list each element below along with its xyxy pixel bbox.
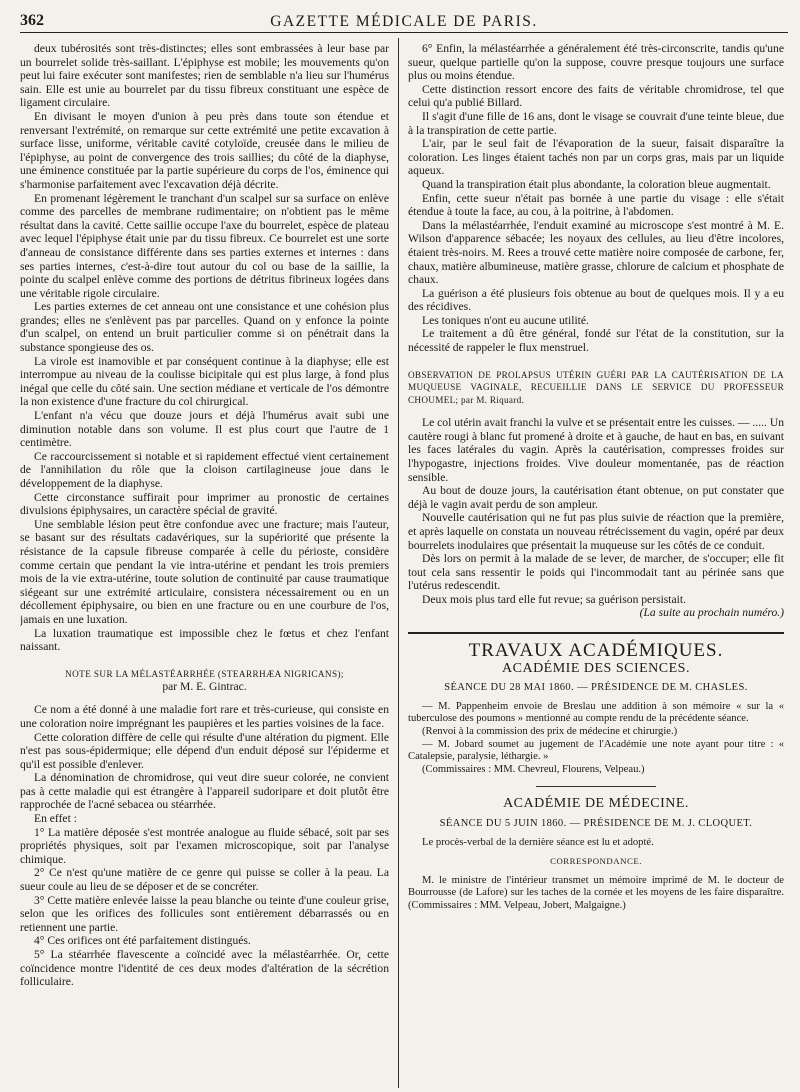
proces-verbal: Le procès-verbal de la dernière séance est lu et adopté.	[422, 836, 654, 848]
correspondance-heading: CORRESPONDANCE.	[550, 856, 642, 867]
paragraph: 4° Ces orifices ont été parfaitement distingués.	[34, 934, 251, 948]
note-author: par M. E. Gintrac.	[162, 679, 247, 693]
paragraph: La guérison a été plusieurs fois obtenue au bout de quelques mois. Il y a eu des récidives.	[408, 286, 784, 314]
paragraph: La luxation traumatique est impossible chez le fœtus et chez l'enfant naissant.	[20, 626, 389, 654]
academy-sciences-body	[408, 701, 784, 777]
paragraph: Au bout de douze jours, la cautérisation étant obtenue, on put constater que déjà le vagin avait perdu de son ampleur.	[408, 484, 784, 511]
paragraph: Quand la transpiration était plus abondante, la coloration bleue augmentait.	[422, 177, 771, 191]
paragraph: L'air, par le seul fait de l'évaporation de la sueur, faisait disparaître la coloration. Les linges étaient tachés non par un corps gras, mais par un liquide aqueux.	[408, 137, 784, 178]
journal-title: GAZETTE MÉDICALE DE PARIS.	[270, 13, 538, 30]
short-rule	[536, 786, 656, 787]
observation-body	[408, 416, 784, 606]
section-rule	[408, 632, 784, 634]
left-article-continuation	[20, 42, 389, 654]
paragraph: Enfin, cette sueur n'était pas bornée à une partie du visage : elle s'était étendue à toute la face, au cou, à la poitrine, à l'abdomen.	[408, 191, 784, 219]
left-column	[20, 42, 389, 1084]
paragraph: Les parties externes de cet anneau ont une consistance et une cohésion plus grandes; elles ne s'enlèvent pas par parcelles. Quand on y enfonce la pointe d'un scalpel, on entend un bruit particulier comme si on pénétrait dans la substance spongieuse des os.	[20, 300, 389, 355]
paragraph: (Renvoi à la commission des prix de médecine et chirurgie.)	[422, 726, 678, 738]
to-be-continued: (La suite au prochain numéro.)	[639, 606, 784, 620]
paragraph: La virole est inamovible et par conséquent continue à la diaphyse; elle est interrompue au niveau de la coulisse bicipitale qui est plus large, à fond plus inégal que celle du côté sain. Une section médiane et verticale de l'os démontre la non existence d'une fracture du col chirurgical.	[20, 354, 389, 409]
paragraph: 5° La stéarrhée flavescente a coïncidé avec la mélastéarrhée. Or, cette coïncidence montre l'identité de ces deux modes d'altération de la sécrétion folliculaire.	[20, 948, 389, 989]
paragraph: Deux mois plus tard elle fut revue; sa guérison persistait.	[422, 592, 687, 606]
right-column	[408, 42, 784, 1084]
paragraph: (Commissaires : MM. Chevreul, Flourens, Velpeau.)	[422, 763, 645, 775]
paragraph: L'enfant n'a vécu que douze jours et déjà l'humérus avait subi une diminution notable dans son volume. Il est plus court que l'autre de 1 centimètre.	[20, 409, 389, 450]
note-title: NOTE SUR LA MÉLASTÉARRHÉE (STEARRHÆA NIGRICANS);	[65, 668, 344, 679]
paragraph: 6° Enfin, la mélastéarrhée a généralement été très-circonscrite, tandis qu'une sueur, quelque partielle qu'on la suppose, couvre presque toujours une surface plus ou moins étendue.	[408, 42, 784, 83]
paragraph: Nouvelle cautérisation qui ne fut pas plus suivie de réaction que la première, et après laquelle on constata un nouveau rétrécissement du vagin, opéré par deux bourrelets inodulaires que présentait la muqueuse sur les côtés de ce conduit.	[408, 511, 784, 552]
academy-medecine-body	[408, 875, 784, 913]
paragraph: — M. Jobard soumet au jugement de l'Académie une note ayant pour titre : « Catalepsie, paralysie, léthargie. »	[408, 738, 784, 763]
paragraph: Cette distinction ressort encore des faits de véritable chromidrose, tel que celui qu'a publié Billard.	[408, 82, 784, 110]
paragraph: Une semblable lésion peut être confondue avec une fracture; mais l'auteur, se basant sur des résultats cadavériques, sur la supériorité que présente la résistance de la capsule fibreuse comparée à celle du périoste, considère comme certain que pendant la vie intra-utérine et pendant les trois premiers mois de la vie extra-utérine, toute solution de continuité par cause traumatique siégeant sur une extrémité articulaire, consistera nécessairement ou en un décollement épiphysaire, ou bien en une fracture ou en une courbure de l'os, jamais en une luxation.	[20, 517, 389, 626]
paragraph: Cette coloration diffère de celle qui résulte d'une altération du pigment. Elle n'est pas sous-épidermique; elle dépend d'un enduit déposé sur l'épiderme et qu'il est possible d'enlever.	[20, 730, 389, 771]
paragraph: Le col utérin avait franchi la vulve et se présentait entre les cuisses. — ..... Un cautère rougi à blanc fut promené à droite et à gauche, de haut en bas, en suivant les faces latérales du vagin. Après la cautérisation, compresses froides sur l'hypogastre, injections froides. Vive douleur momentanée, pas de réaction sensible.	[408, 416, 784, 484]
page-header	[20, 12, 788, 33]
paragraph: La dénomination de chromidrose, qui veut dire sueur colorée, ne convient pas à cette maladie qui est étrangère à l'appareil sudoripare et doit plutôt être rapprochée de l'acné sebacea ou stéarrhée.	[20, 771, 389, 812]
paragraph: — M. Pappenheim envoie de Breslau une addition à son mémoire « sur la « tuberculose des poumons » mentionné au compte rendu de la précédente séance.	[408, 700, 784, 725]
note-body-continued	[408, 42, 784, 355]
academy-sciences-title: ACADÉMIE DES SCIENCES.	[502, 660, 690, 676]
paragraph: En effet :	[34, 812, 77, 826]
paragraph: Le traitement a dû être général, fondé sur l'état de la constitution, sur la nécessité de rappeler le flux menstruel.	[408, 327, 784, 355]
paragraph: Dans la mélastéarrhée, l'enduit examiné au microscope s'est montré à M. E. Wilson d'apparence sébacée; les noyaux des cellules, au lieu d'être incolores, étaient très-noirs. M. Rees a trouvé cette matière noire composée de carbone, fer, chaux, matière albumineuse, matière grasse, chlorure de calcium et phosphate de chaux.	[408, 218, 784, 287]
paragraph: En divisant le moyen d'union à peu près dans toute son étendue et renversant l'extrémité, on remarque sur cette extrémité une petite excavation à surface lisse, uniforme, véritable cavité cotyloïde, creusée dans le milieu de l'épiphyse, au point de convergence des trois saillies; du côté de la diaphyse, une éminence constituée par la partie supérieure du corps de l'os, éminence qui s'harmonise parfaitement avec l'excavation déjà décrite.	[20, 109, 389, 191]
paragraph: Ce nom a été donné à une maladie fort rare et très-curieuse, qui consiste en une coloration noire imprégnant les paupières et les parties voisines de la face.	[20, 703, 389, 730]
column-divider	[398, 38, 399, 1088]
page-number: 362	[20, 12, 44, 29]
academy-medecine-title: ACADÉMIE DE MÉDECINE.	[503, 796, 689, 812]
observation-title: OBSERVATION DE PROLAPSUS UTÉRIN GUÉRI PAR LA CAUTÉRISATION DE LA MUQUEUSE VAGINALE, RECUEILLIE DANS LE SERVICE DU PROFESSEUR CHOUMEL; par M. Riquard.	[408, 369, 784, 405]
paragraph: 1° La matière déposée s'est montrée analogue au fluide sébacé, soit par ses propriétés physiques, soit par l'examen microscopique, soit par l'analyse chimique.	[20, 825, 389, 866]
paragraph: Ce raccourcissement si notable et si rapidement effectué vient certainement de l'annihilation du rôle que la cloison cartilagineuse joue dans le développement de la diaphyse.	[20, 449, 389, 490]
paragraph: 2° Ce n'est qu'une matière de ce genre qui puisse se coller à la peau. La sueur coule au lieu de se déposer et de se concréter.	[20, 866, 389, 894]
paragraph: M. le ministre de l'intérieur transmet un mémoire imprimé de M. le docteur de Bourrousse (de Lafore) sur les taches de la cornée et les moyens de les faire disparaître. (Commissaires : MM. Velpeau, Jobert, Malgaigne.)	[408, 874, 784, 911]
paragraph: Il s'agit d'une fille de 16 ans, dont le visage se couvrait d'une teinte bleue, due à la transpiration de cette partie.	[408, 109, 784, 137]
paragraph: Cette circonstance suffirait pour imprimer au pronostic de certaines divulsions épiphysaires, un caractère spécial de gravité.	[20, 490, 389, 518]
paragraph: 3° Cette matière enlevée laisse la peau blanche ou teinte d'une couleur grise, selon que les orifices des follicules sont entièrement débarrassés ou en retiennent une partie.	[20, 893, 389, 934]
paragraph: En promenant légèrement le tranchant d'un scalpel sur sa surface on enlève comme des parcelles de membrane rudimentaire; on n'obtient pas le même résultat dans la cavité. Cette saillie occupe l'axe du bourrelet, espèce de plateau avec lequel l'épiphyse était unie par du tissu fibreux. Ce bourrelet est une sorte d'anneau de consistance différente dans ses parties externes et internes : dans ses parties internes, c'est-à-dire tout autour du col ou base de la saillie, la pointe du scalpel enlève comme des portions de détritus fibrineux logées dans une véritable rigole circulaire.	[20, 191, 389, 300]
note-body	[20, 703, 389, 988]
seance-2: SÉANCE DU 5 JUIN 1860. — PRÉSIDENCE DE M. J. CLOQUET.	[439, 818, 753, 829]
paragraph: Dès lors on permit à la malade de se lever, de marcher, de s'occuper; elle fit tout cela sans ressentir le poids qui l'incommodait tant au périnée sans que l'utérus redescendit.	[408, 552, 784, 593]
paragraph: Les toniques n'ont eu aucune utilité.	[422, 313, 589, 327]
seance-1: SÉANCE DU 28 MAI 1860. — PRÉSIDENCE DE M. CHASLES.	[444, 682, 748, 694]
section-title: TRAVAUX ACADÉMIQUES.	[468, 640, 724, 662]
paragraph: deux tubérosités sont très-distinctes; elles sont embrassées à leur base par un bourrelet solide très-saillant. L'épiphyse est mobile; les mouvements qu'on peut lui faire exécuter sont manifestes; rien de semblable n'a lieu sur l'humérus sain. Elle est unie au bourrelet par du tissu fibreux constituant une espèce de ligament circulaire.	[20, 42, 389, 110]
